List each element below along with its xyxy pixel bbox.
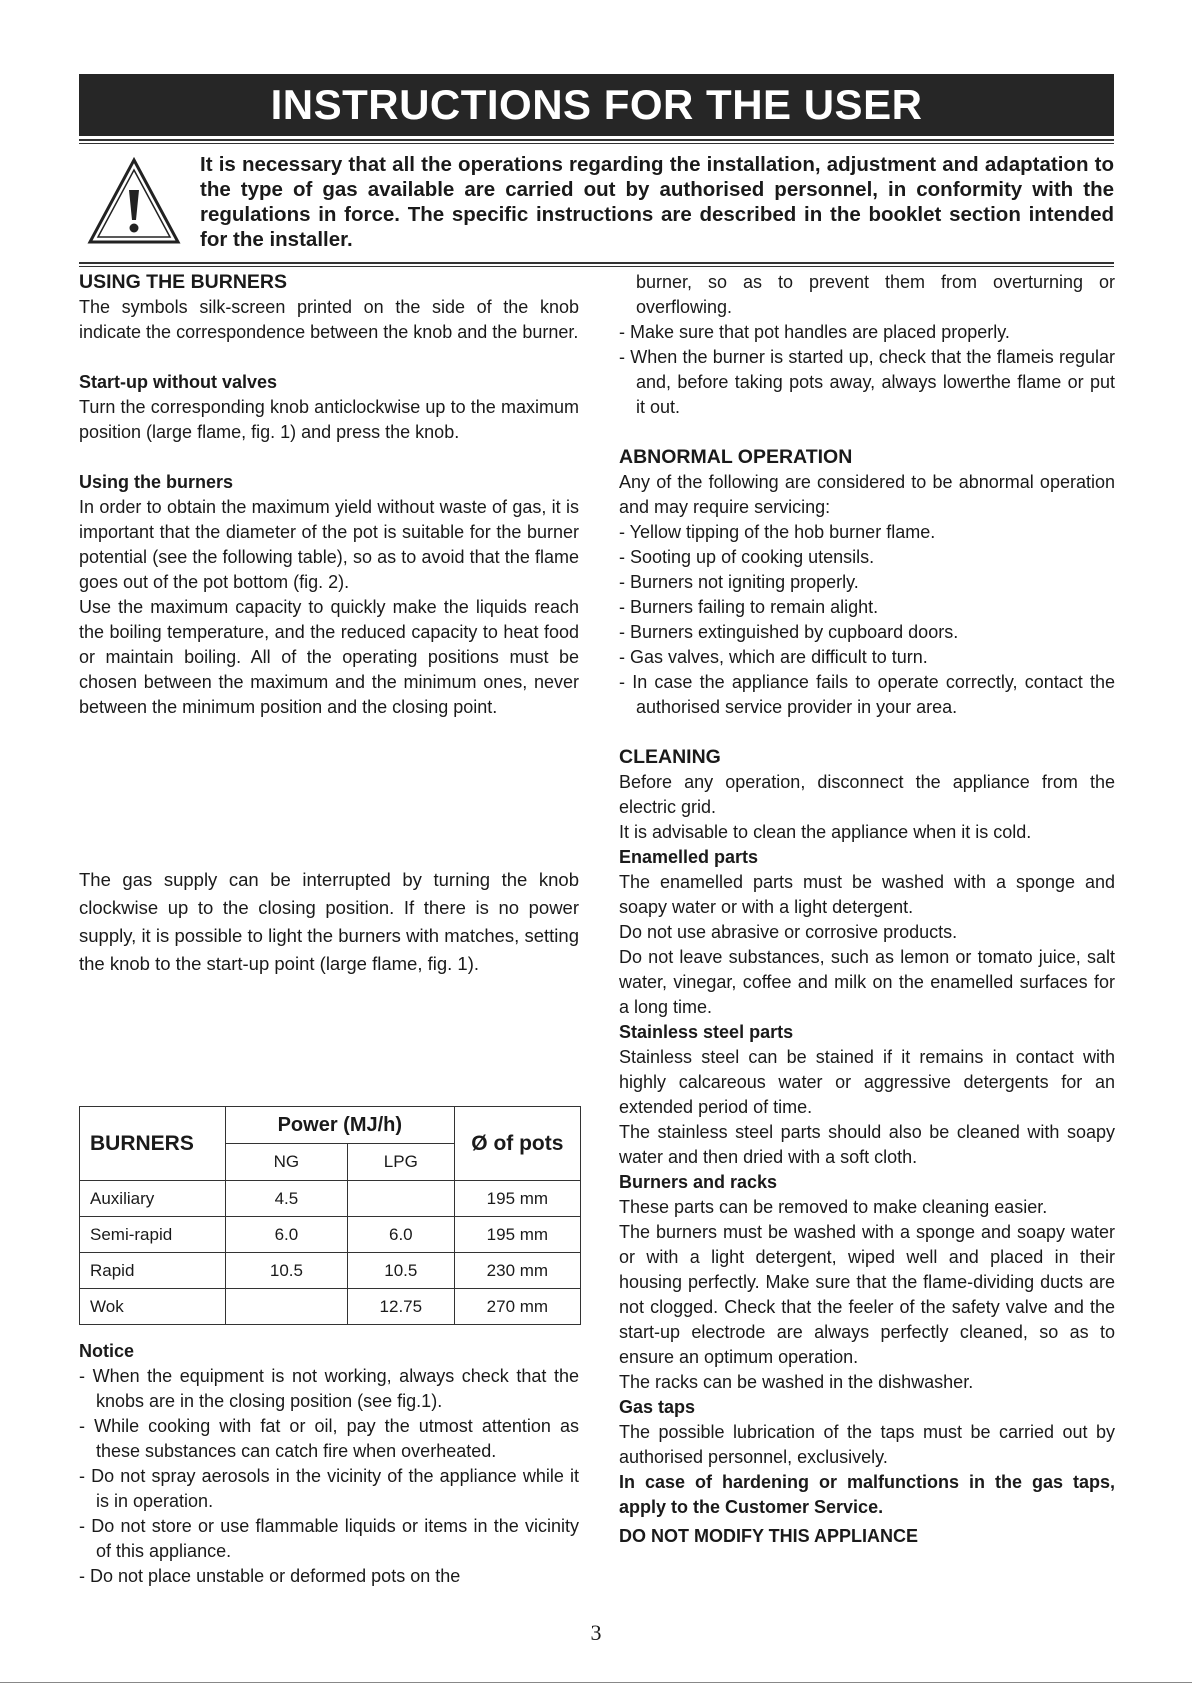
- table-cell: Semi-rapid: [80, 1217, 226, 1253]
- table-cell: 195 mm: [454, 1217, 580, 1253]
- table-cell: 195 mm: [454, 1181, 580, 1217]
- list-item-text: Burners failing to remain alight.: [630, 597, 879, 617]
- list-item-text: When the burner is started up, check that the flameis regular and, before taking pots away, always lowerthe flame or put it out.: [630, 347, 1115, 417]
- list-item: - Sooting up of cooking utensils.: [619, 547, 875, 567]
- table-row: [80, 1217, 581, 1253]
- paragraph: The racks can be washed in the dishwasher.: [619, 1372, 974, 1392]
- subheading-notice: Notice: [79, 1341, 135, 1361]
- paragraph: The enamelled parts must be washed with a sponge and soapy water or with a light detergent.: [619, 872, 1115, 917]
- list-item-text: Do not spray aerosols in the vicinity of the appliance while it is in operation.: [91, 1466, 579, 1511]
- table-cell: 10.5: [225, 1253, 347, 1289]
- section-heading-abnormal: ABNORMAL OPERATION: [619, 446, 853, 468]
- do-not-modify-notice: DO NOT MODIFY THIS APPLIANCE: [619, 1526, 919, 1546]
- table-header-pots: Ø of pots: [454, 1107, 580, 1181]
- divider: [79, 266, 1114, 267]
- divider: [79, 143, 1114, 144]
- paragraph: Use the maximum capacity to quickly make the liquids reach the boiling temperature, and the reduced capacity to heat food or maintain boiling. All of the operating positions must be chosen between the maximum and the minimum ones, never between the minimum position and the closing point.: [79, 597, 579, 717]
- list-item-text: Sooting up of cooking utensils.: [630, 547, 875, 567]
- table-cell: Wok: [80, 1289, 226, 1325]
- section-heading-cleaning: CLEANING: [619, 746, 721, 768]
- list-item: - Do not store or use flammable liquids or items in the vicinity of this appliance.: [79, 1516, 579, 1561]
- list-item: - When the burner is started up, check that the flameis regular and, before taking pots away, always lowerthe flame or put it out.: [619, 347, 1115, 417]
- table-cell: 230 mm: [454, 1253, 580, 1289]
- table-header-power: Power (MJ/h): [225, 1107, 454, 1144]
- paragraph: Before any operation, disconnect the appliance from the electric grid.: [619, 772, 1115, 817]
- paragraph: These parts can be removed to make cleaning easier.: [619, 1197, 1048, 1217]
- list-item-text: Make sure that pot handles are placed properly.: [630, 322, 1010, 342]
- table-row: [80, 1253, 581, 1289]
- subheading-using-burners: Using the burners: [79, 472, 234, 492]
- paragraph: Turn the corresponding knob anticlockwise up to the maximum position (large flame, fig. 1) and press the knob.: [79, 397, 579, 442]
- table-cell: 4.5: [225, 1181, 347, 1217]
- section-heading-using-burners: USING THE BURNERS: [79, 271, 288, 293]
- paragraph: In order to obtain the maximum yield without waste of gas, it is important that the diameter of the pot is suitable for the burner potential (see the following table), so as to avoid that the flame goes out of the pot bottom (fig. 2).: [79, 497, 579, 592]
- table-row: [80, 1181, 581, 1217]
- divider: [0, 1682, 1192, 1683]
- table-cell: Rapid: [80, 1253, 226, 1289]
- gas-supply-block: [79, 866, 579, 978]
- list-item: - Do not spray aerosols in the vicinity of the appliance while it is in operation.: [79, 1466, 579, 1511]
- customer-service-note: In case of hardening or malfunctions in the gas taps, apply to the Customer Service.: [619, 1472, 1115, 1517]
- subheading-enamelled: Enamelled parts: [619, 847, 759, 867]
- list-item: - When the equipment is not working, always check that the knobs are in the closing position (see fig.1).: [79, 1366, 579, 1411]
- paragraph: Stainless steel can be stained if it remains in contact with highly calcareous water or aggressive detergents for an extended period of time.: [619, 1047, 1115, 1117]
- table-header-ng: NG: [225, 1144, 347, 1181]
- warning-text: It is necessary that all the operations regarding the installation, adjustment and adaptation to the type of gas available are carried out by authorised personnel, in conformity with the regulations in force. The specific instructions are described in the booklet section intended for the installer.: [200, 153, 1114, 251]
- notice-block: [79, 1339, 579, 1589]
- page-title: INSTRUCTIONS FOR THE USER: [79, 74, 1114, 136]
- list-item-text: In case the appliance fails to operate correctly, contact the authorised service provider in your area.: [632, 672, 1115, 717]
- list-item: - While cooking with fat or oil, pay the utmost attention as these substances can catch fire when overheated.: [79, 1416, 579, 1461]
- paragraph: It is advisable to clean the appliance when it is cold.: [619, 822, 1032, 842]
- burners-table: [79, 1106, 581, 1325]
- table-cell: 6.0: [225, 1217, 347, 1253]
- divider: [79, 262, 1114, 264]
- paragraph: The symbols silk-screen printed on the side of the knob indicate the correspondence between the knob and the burner.: [79, 297, 579, 342]
- left-column: [79, 270, 579, 720]
- paragraph: The stainless steel parts should also be cleaned with soapy water and then dried with a soft cloth.: [619, 1122, 1115, 1167]
- list-item: - Gas valves, which are difficult to turn.: [619, 647, 928, 667]
- paragraph: The burners must be washed with a sponge and soapy water or with a light detergent, wiped well and placed in their housing perfectly. Make sure that the flame-dividing ducts are not clogged. Check that the feeler of the safety valve and the start-up electrode are always perfectly cleaned, so as to ensure an optimum operation.: [619, 1222, 1115, 1367]
- table-cell: 6.0: [347, 1217, 454, 1253]
- subheading-gas-taps: Gas taps: [619, 1397, 696, 1417]
- list-item-text: Burners extinguished by cupboard doors.: [630, 622, 959, 642]
- table-cell: Auxiliary: [80, 1181, 226, 1217]
- list-item-text: Do not place unstable or deformed pots on the: [90, 1566, 461, 1586]
- list-item-text: Gas valves, which are difficult to turn.: [630, 647, 928, 667]
- table-cell: [225, 1289, 347, 1325]
- page-number: 3: [590, 1620, 602, 1645]
- table-row: [80, 1289, 581, 1325]
- subheading-startup: Start-up without valves: [79, 372, 278, 392]
- list-item: - Burners failing to remain alight.: [619, 597, 879, 617]
- subheading-racks: Burners and racks: [619, 1172, 778, 1192]
- table-header-lpg: LPG: [347, 1144, 454, 1181]
- list-item: - Do not place unstable or deformed pots on the: [79, 1566, 461, 1586]
- list-item: - Burners not igniting properly.: [619, 572, 859, 592]
- paragraph: Do not use abrasive or corrosive products.: [619, 922, 958, 942]
- divider: [79, 139, 1114, 141]
- right-column: [619, 270, 1115, 1549]
- list-item: - Make sure that pot handles are placed properly.: [619, 322, 1010, 342]
- table-cell: 10.5: [347, 1253, 454, 1289]
- paragraph: Any of the following are considered to be abnormal operation and may require servicing:: [619, 472, 1115, 517]
- list-item: - In case the appliance fails to operate correctly, contact the authorised service provider in your area.: [619, 672, 1115, 717]
- paragraph: The gas supply can be interrupted by turning the knob clockwise up to the closing position. If there is no power supply, it is possible to light the burners with matches, setting the knob to the start-up point (large flame, fig. 1).: [79, 869, 579, 974]
- list-item-text: Yellow tipping of the hob burner flame.: [629, 522, 936, 542]
- list-item: - Burners extinguished by cupboard doors.: [619, 622, 959, 642]
- table-cell: [347, 1181, 454, 1217]
- paragraph: The possible lubrication of the taps must be carried out by authorised personnel, exclusively.: [619, 1422, 1115, 1467]
- list-item-text: Do not store or use flammable liquids or items in the vicinity of this appliance.: [91, 1516, 579, 1561]
- subheading-stainless: Stainless steel parts: [619, 1022, 794, 1042]
- table-header-burners: BURNERS: [80, 1107, 226, 1181]
- list-item-text: When the equipment is not working, always check that the knobs are in the closing position (see fig.1).: [92, 1366, 579, 1411]
- warning-triangle-icon: [86, 156, 182, 248]
- list-item: - Yellow tipping of the hob burner flame.: [619, 522, 936, 542]
- paragraph: Do not leave substances, such as lemon or tomato juice, salt water, vinegar, coffee and milk on the enamelled surfaces for a long time.: [619, 947, 1115, 1017]
- table-cell: 12.75: [347, 1289, 454, 1325]
- table-cell: 270 mm: [454, 1289, 580, 1325]
- list-item-text: While cooking with fat or oil, pay the utmost attention as these substances can catch fire when overheated.: [94, 1416, 579, 1461]
- list-item-text: Burners not igniting properly.: [630, 572, 859, 592]
- paragraph: burner, so as to prevent them from overturning or overflowing.: [636, 272, 1115, 317]
